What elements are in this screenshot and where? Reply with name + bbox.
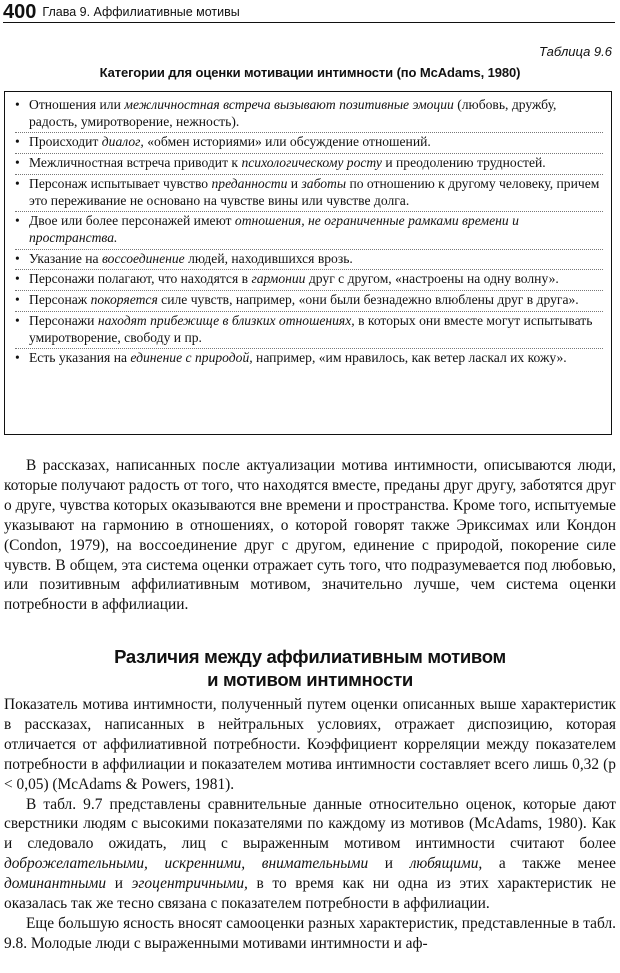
- bullet-icon: •: [15, 350, 20, 366]
- table-item: [15, 291, 603, 312]
- table-item-text: Персонажи находят прибежище в близких отношениях, в которых они вместе могут испытывать умиротворение, свободу и пр.: [29, 313, 593, 345]
- chapter-title: Глава 9. Аффилиативные мотивы: [42, 5, 240, 19]
- bullet-icon: •: [15, 292, 20, 308]
- table-item-text: Персонаж покоряется силе чувств, например, «они были безнадежно влюблены друг в друга».: [29, 292, 579, 308]
- table-item-text: Отношения или межличностная встреча вызывают позитивные эмоции (любовь, дружбу, радость, умиротворение, нежность).: [29, 97, 557, 129]
- table-item: [15, 175, 603, 212]
- table-item: [15, 154, 603, 175]
- table-item-text: Межличностная встреча приводит к психологическому росту и преодолению трудностей.: [29, 155, 546, 171]
- paragraph-4: Еще большую ясность вносят самооценки разных характеристик, представленные в табл. 9.8. Молодые люди с выраженными мотивами интимности и аф-: [4, 914, 616, 952]
- running-head: [3, 0, 615, 23]
- bullet-icon: •: [15, 155, 20, 171]
- body-text-section: [4, 695, 616, 954]
- table-item: [15, 250, 603, 271]
- paragraph-3: В табл. 9.7 представлены сравнительные данные относительно оценок, которые дают сверстники людям с высокими показателями по каждому из мотивов (McAdams, 1980). Как и следовало ожидать, лиц с выраженным мотивом интимности считают более доброжелательными, искренними, внимательными и любящими, а также менее доминантными и эгоцентричными, в то время как ни одна из этих характеристик не оказалась так же тесно связана с показателем потребности в аффилиации.: [4, 795, 617, 913]
- table-item: [15, 312, 603, 349]
- table-item-text: Происходит диалог, «обмен историями» или обсуждение отношений.: [29, 134, 431, 150]
- table-item: [15, 133, 603, 154]
- table-item: [15, 270, 603, 291]
- bullet-icon: •: [15, 97, 20, 112]
- table-item-text: Указание на воссоединение людей, находившихся врозь.: [29, 250, 353, 266]
- paragraph-2: Показатель мотива интимности, полученный путем оценки описанных выше характеристик в рассказах, написанных в нейтральных условиях, отражает диспозицию, которая отличается от аффилиативной потребности. Коэффициент корреляции между показателем потребности в аффилиации и показателем мотива интимности составляет всего лишь 0,32 (p < 0,05) (McAdams & Powers, 1981).: [4, 696, 616, 793]
- table-item-text: Есть указания на единение с природой, например, «им нравилось, как ветер ласкал их кожу».: [29, 350, 567, 366]
- section-heading-line-1: Различия между аффилиативным мотивом: [114, 646, 506, 667]
- table-item-text: Персонаж испытывает чувство преданности и заботы по отношению к другому человеку, причем это переживание не основано на чувстве вины или чувстве долга.: [29, 175, 600, 208]
- paragraph-intimacy-stories: [4, 456, 616, 615]
- bullet-icon: •: [15, 250, 20, 266]
- table-caption: Категории для оценки мотивации интимности (по McAdams, 1980): [99, 65, 521, 80]
- bullet-icon: •: [15, 134, 20, 150]
- section-heading: [0, 645, 620, 691]
- table-item-text: Персонажи полагают, что находятся в гармонии друг с другом, «настроены на одну волну».: [29, 271, 559, 287]
- table-item: [15, 349, 603, 369]
- bullet-icon: •: [15, 213, 20, 229]
- table-item: [15, 96, 603, 133]
- page-number: 400: [3, 1, 37, 23]
- bullet-icon: •: [15, 175, 20, 191]
- table-item: [15, 212, 603, 249]
- bullet-icon: •: [15, 313, 20, 329]
- table-label: Таблица 9.6: [539, 44, 612, 59]
- section-heading-line-2: и мотивом интимности: [207, 669, 413, 690]
- paragraph-1: В рассказах, написанных после актуализации мотива интимности, описываются люди, которые получают радость от того, что находятся вместе, преданы друг другу, заботятся друг о друге, чувства которых оказываются вне времени и пространства. Кроме того, испытуемые указывают на гармонию в отношениях, о которой говорят также Эриксимах или Кондон (Condon, 1979), на воссоединение друг с другом, единение с природой, покорение силе чувств. В общем, эта система оценки отражает суть того, что подразумевается под любовью, или позитивным аффилиативным мотивом, значительно лучше, чем система оценки потребности в аффилиации.: [4, 457, 616, 614]
- bullet-icon: •: [15, 271, 20, 287]
- table-item-text: Двое или более персонажей имеют отношения, не ограниченные рамками времени и пространства.: [29, 213, 519, 245]
- intimacy-categories-table: [4, 91, 612, 435]
